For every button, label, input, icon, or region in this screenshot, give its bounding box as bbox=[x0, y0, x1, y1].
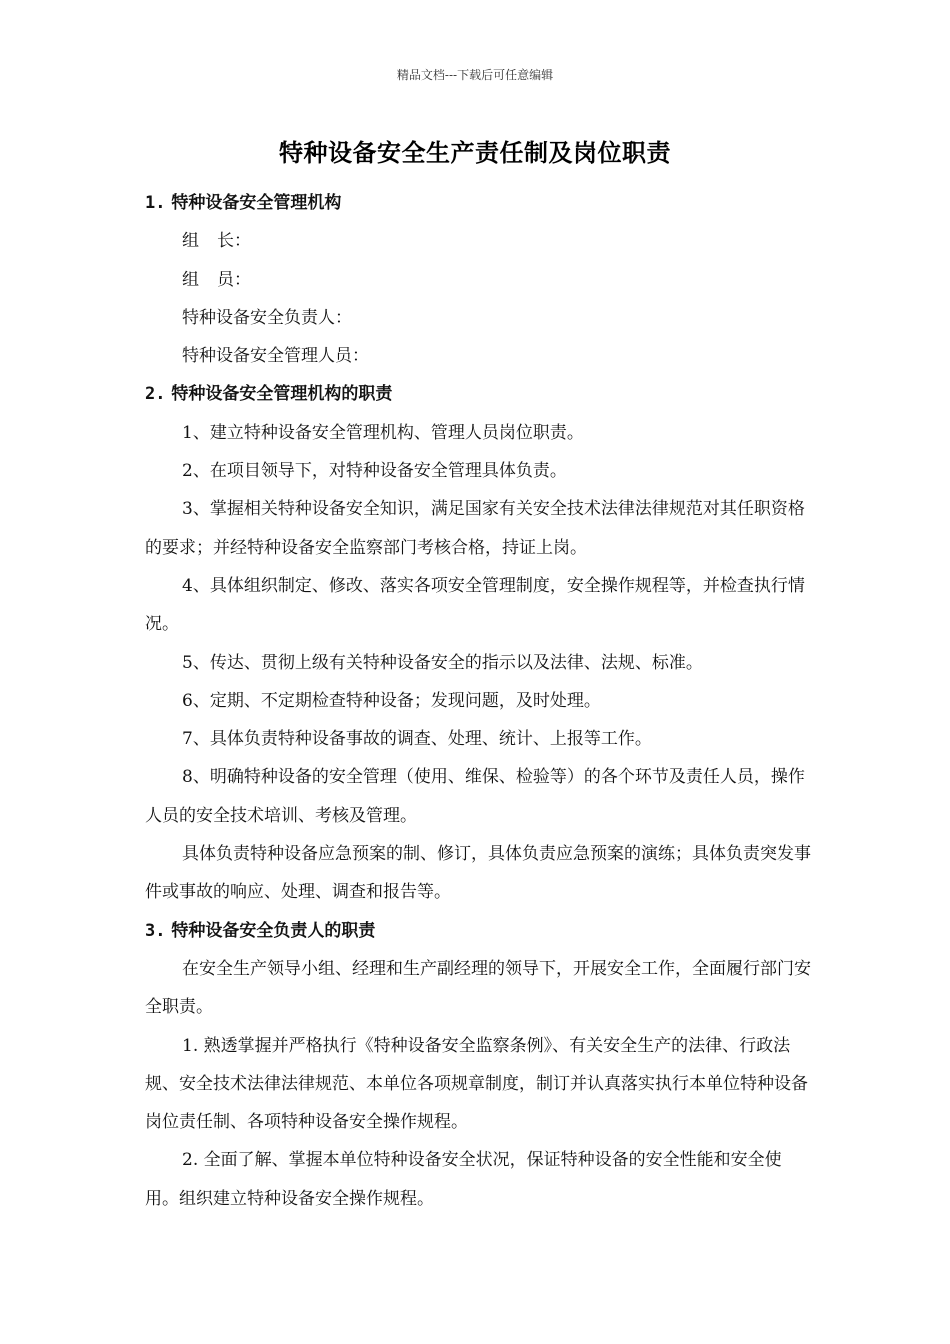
paragraph: 6、定期、不定期检查特种设备；发现问题，及时处理。 bbox=[182, 690, 601, 711]
paragraph: 1. 熟透掌握并严格执行《特种设备安全监察条例》、有关安全生产的法律、行政法规、安全技术法律法律规范、本单位各项规章制度，制订并认真落实执行本单位特种设备岗位责任制、各项特种设备安全操作规程。 bbox=[145, 1035, 808, 1133]
paragraph: 4、具体组织制定、修改、落实各项安全管理制度，安全操作规程等，并检查执行情况。 bbox=[145, 575, 805, 635]
field-label: 特种设备安全负责人： bbox=[182, 307, 352, 328]
field-label-part: 组 bbox=[182, 269, 217, 290]
section-title: 特种设备安全管理机构 bbox=[171, 193, 342, 213]
document-title: 特种设备安全生产责任制及岗位职责 bbox=[279, 139, 671, 167]
field-label-part: 员： bbox=[217, 269, 251, 290]
paragraph: 5、传达、贯彻上级有关特种设备安全的指示以及法律、法规、标准。 bbox=[182, 652, 703, 673]
field-safety-managers bbox=[145, 337, 815, 375]
paragraph: 8、明确特种设备的安全管理（使用、维保、检验等）的各个环节及责任人员，操作人员的安全技术培训、考核及管理。 bbox=[145, 767, 805, 826]
document-body bbox=[145, 184, 815, 1218]
paragraph: 1、建立特种设备安全管理机构、管理人员岗位职责。 bbox=[182, 422, 584, 443]
paragraph: 2、在项目领导下，对特种设备安全管理具体负责。 bbox=[182, 461, 567, 482]
field-label: 特种设备安全管理人员： bbox=[182, 346, 369, 367]
paragraph: 具体负责特种设备应急预案的制、修订，具体负责应急预案的演练；具体负责突发事件或事故的响应、处理、调查和报告等。 bbox=[145, 844, 811, 903]
field-label-part: 组 bbox=[182, 231, 217, 252]
section-heading bbox=[145, 912, 815, 950]
section-heading bbox=[145, 184, 815, 222]
page-header: 精品文档---下载后可任意编辑 bbox=[396, 68, 554, 82]
section-title: 特种设备安全管理机构的职责 bbox=[171, 384, 393, 405]
section-number: 2. bbox=[145, 384, 166, 405]
paragraph: 3、掌握相关特种设备安全知识，满足国家有关安全技术法律法律规范对其任职资格的要求；并经特种设备安全监察部门考核合格，持证上岗。 bbox=[145, 499, 805, 558]
paragraph: 7、具体负责特种设备事故的调查、处理、统计、上报等工作。 bbox=[182, 729, 652, 750]
paragraph: 在安全生产领导小组、经理和生产副经理的领导下，开展安全工作，全面履行部门安全职责。 bbox=[145, 958, 811, 1018]
section-title: 特种设备安全负责人的职责 bbox=[171, 920, 376, 941]
section-number: 3. bbox=[145, 920, 166, 941]
field-leader bbox=[145, 222, 815, 260]
paragraph: 2. 全面了解、掌握本单位特种设备安全状况，保证特种设备的安全性能和安全使用。组织建立特种设备安全操作规程。 bbox=[145, 1150, 782, 1209]
section-heading bbox=[145, 375, 815, 413]
field-label-part: 长： bbox=[217, 231, 251, 252]
section-number: 1. bbox=[145, 193, 166, 213]
field-safety-responsible bbox=[145, 299, 815, 337]
field-members bbox=[145, 261, 815, 299]
